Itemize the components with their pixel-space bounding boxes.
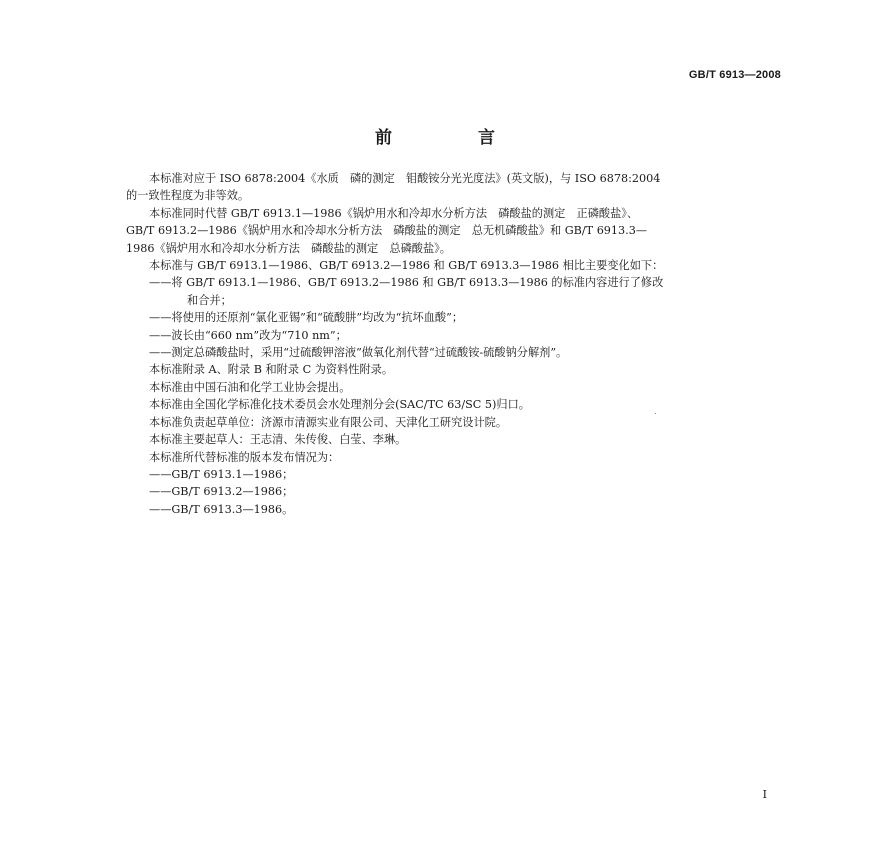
change-item-merge-cont: 和合并； <box>187 293 232 307</box>
paragraph-appendix: 本标准附录 A、附录 B 和附录 C 为资料性附录。 <box>149 363 394 377</box>
paragraph-proposer: 本标准由中国石油和化学工业协会提出。 <box>149 380 351 394</box>
paragraph-history-intro: 本标准所代替标准的版本发布情况为： <box>149 450 340 464</box>
paragraph-replacement-line2: GB/T 6913.2—1986《锅炉用水和冷却水分析方法 磷酸盐的测定 总无机磷酸盐》和 GB/T 6913.3— <box>126 224 648 238</box>
change-item-merge: ——将 GB/T 6913.1—1986、GB/T 6913.2—1986 和 GB/T 6913.3—1986 的标准内容进行了修改 <box>149 276 664 290</box>
history-item-2: ——GB/T 6913.2—1986； <box>149 485 294 499</box>
change-item-reductant: ——将使用的还原剂“氯化亚锡”和“硫酸肼”均改为“抗坏血酸”； <box>149 311 464 325</box>
history-item-1: ——GB/T 6913.1—1986； <box>149 467 294 481</box>
scan-speck <box>655 413 656 414</box>
paragraph-correspondence-line1: 本标准对应于 ISO 6878:2004《水质 磷的测定 钼酸铵分光光度法》(英文版)，与 ISO 6878:2004 <box>149 172 661 185</box>
paragraph-changes-intro: 本标准与 GB/T 6913.1—1986、GB/T 6913.2—1986 和 GB/T 6913.3—1986 相比主要变化如下： <box>149 259 664 273</box>
page-number: I <box>762 788 767 801</box>
paragraph-replacement-line3: 1986《锅炉用水和冷却水分析方法 磷酸盐的测定 总磷酸盐》。 <box>126 241 451 255</box>
document-body <box>126 170 786 518</box>
change-item-wavelength: ——波长由“660 nm”改为“710 nm”； <box>149 328 347 342</box>
change-item-oxidant: ——测定总磷酸盐时，采用“过硫酸钾溶液”做氧化剂代替“过硫酸铵-硫酸钠分解剂”。 <box>149 346 568 360</box>
history-item-3: ——GB/T 6913.3—1986。 <box>149 502 294 516</box>
paragraph-drafters: 本标准主要起草人：王志清、朱传俊、白莹、李琳。 <box>149 433 407 447</box>
paragraph-replacement-line1: 本标准同时代替 GB/T 6913.1—1986《锅炉用水和冷却水分析方法 磷酸盐的测定 正磷酸盐》、 <box>149 206 639 220</box>
paragraph-committee: 本标准由全国化学标准化技术委员会水处理剂分会(SAC/TC 63/SC 5)归口。 <box>149 398 530 412</box>
page-title: 前 言 <box>375 128 535 148</box>
paragraph-correspondence-line2: 的一致性程度为非等效。 <box>126 189 250 203</box>
standard-code: GB/T 6913—2008 <box>688 69 781 81</box>
paragraph-drafting-units: 本标准负责起草单位：济源市清源实业有限公司、天津化工研究设计院。 <box>149 415 508 429</box>
